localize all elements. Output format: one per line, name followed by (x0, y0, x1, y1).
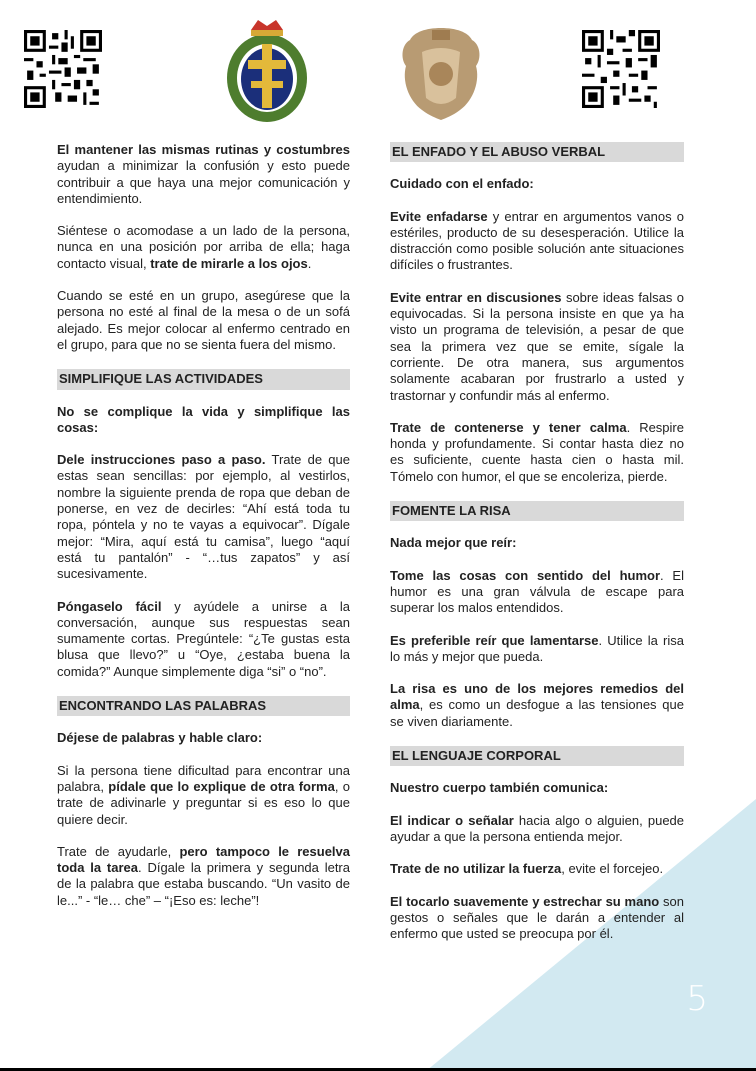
right-column (390, 142, 684, 958)
section-heading: ENCONTRANDO LAS PALABRAS (57, 696, 350, 716)
paragraph (390, 420, 684, 485)
text-run: . Dígale la primera y segunda letra de la palabra que estaba buscando. “Un vasito de le...” - “le… che” – “¡Eso es: leche”! (57, 860, 350, 908)
bold-text: Evite enfadarse (390, 208, 488, 224)
bold-text: Nada mejor que reír: (390, 535, 517, 551)
section-heading: EL LENGUAJE CORPORAL (390, 746, 684, 766)
section-heading: EL ENFADO Y EL ABUSO VERBAL (390, 142, 684, 162)
paragraph (390, 535, 684, 551)
text-run: Si la persona tiene dificultad para encontrar una palabra, (57, 762, 350, 794)
left-column (57, 142, 350, 925)
paragraph (390, 813, 684, 846)
bold-text: Cuidado con el enfado: (390, 176, 534, 192)
bold-text: pídale que lo explique de otra forma (108, 778, 335, 794)
bold-text: Es preferible reír que lamentarse (390, 632, 599, 648)
text-run: Trate de ayudarle, (57, 843, 180, 859)
text-run: sobre ideas falsas o equivocadas. Si la persona insiste en que ya ha visto un programa de televisión, a pesar de que sea la primera vez que se emite, sígale la corriente. De otra manera, sus argumentos solamente acabaran por frustrarlo a usted y trastornar y confundir más al enfermo. (390, 289, 684, 403)
bold-text: No se complique la vida y simplifique las cosas: (57, 403, 350, 435)
text-run: Cuando se esté en un grupo, asegúrese que la persona no esté al final de la mesa o de un sofá alejado. Es mejor colocar al enfermo centrado en el grupo, para que no se sienta fuera del mismo. (57, 288, 350, 352)
text-run: Siéntese o acomodase a un lado de la persona, nunca en una posición por arriba de ella; haga contacto visual, (57, 223, 350, 271)
paragraph (57, 223, 350, 272)
bold-text: trate de mirarle a los ojos (150, 255, 308, 271)
text-run: y ayúdele a unirse a la conversación, aunque sus respuestas sean sumamente cortas. Pregúntele: “¿Te gustas esta blusa que llevo?” u “Oye, ¿estaba buena la comida?” Aunque simplemente diga “si” o “no”. (57, 598, 350, 679)
section-body (57, 404, 350, 680)
paragraph (390, 176, 684, 192)
bold-text: Tome las cosas con sentido del humor (390, 567, 661, 583)
paragraph (57, 763, 350, 828)
paragraph (57, 404, 350, 437)
paragraph (390, 209, 684, 274)
bold-text: Trate de contenerse y tener calma (390, 419, 627, 435)
qr-code-right-icon[interactable] (582, 30, 660, 108)
section-heading: FOMENTE LA RISA (390, 501, 684, 521)
qr-code-left-icon[interactable] (24, 30, 102, 108)
text-run: . (307, 255, 312, 271)
paragraph (390, 894, 684, 943)
paragraph (390, 568, 684, 617)
paragraph (390, 780, 684, 796)
section-body (390, 535, 684, 730)
paragraph (57, 288, 350, 353)
bold-text: Trate de no utilizar la fuerza (390, 861, 562, 877)
bold-text: El indicar o señalar (390, 812, 514, 828)
section-body (57, 730, 350, 909)
section-body (390, 176, 684, 485)
text-run: . El humor es una gran válvula de escape para superar los malos entendidos. (390, 567, 684, 616)
paragraph (57, 599, 350, 680)
paragraph (390, 633, 684, 666)
intro-block (57, 142, 350, 353)
bold-text: Evite entrar en discusiones (390, 289, 562, 305)
paragraph (57, 730, 350, 746)
paragraph (57, 142, 350, 207)
text-run: Trate de que estas sean sencillas: por ejemplo, al vestirlos, nombre la siguiente prenda de ropa que deban de ponerse, en vez de decirles: “Ahí está toda tu ropa, póntela y no te vayas a equivocar”. Dígale mejor: “Mira, aquí está tu camisa”, luego “aquí está tu pantalón” - “…tus zapatos” y así sucesivamente. (57, 452, 350, 582)
text-run: . Respire honda y profundamente. Si contar hasta diez no es suficiente, cuente hasta cien o hasta mil. Tómelo con humor, el que se encoleriza, pierde. (390, 419, 684, 484)
text-run: ayudan a minimizar la confusión y esto puede contribuir a que haya una mejor comunicación y entendimiento. (57, 158, 350, 206)
bold-text: pero tampoco le resuelva toda la tarea (57, 843, 351, 876)
paragraph (57, 452, 350, 582)
bold-text: El tocarlo suavemente y estrechar su mano (390, 893, 660, 909)
bold-text: El mantener las mismas rutinas y costumbres (57, 142, 350, 157)
paragraph (390, 861, 684, 877)
section-heading: SIMPLIFIQUE LAS ACTIVIDADES (57, 369, 350, 389)
paragraph (57, 844, 350, 909)
text-run: , es como un desfogue a las tensiones que se viven diariamente. (390, 697, 684, 729)
text-run: , o trate de adivinarle y preguntar si es eso lo que quiere decir. (57, 778, 350, 827)
section-body (390, 780, 684, 942)
text-run: , evite el forcejeo. (561, 861, 664, 877)
cross-crest-icon (218, 16, 316, 124)
text-run: y entrar en argumentos vanos o estériles, producto de su desesperación. Utilice la distracción como posible solución ante situaciones difíciles o frustrantes. (390, 208, 684, 273)
paragraph (390, 290, 684, 404)
paragraph (390, 681, 684, 730)
text-run: hacia algo o alguien, puede ayudar a que la persona entienda mejor. (390, 812, 685, 844)
page-number: 5 (686, 979, 708, 1019)
bold-text: Dele instrucciones paso a paso. (57, 452, 266, 468)
bold-text: Nuestro cuerpo también comunica: (390, 780, 609, 796)
text-run: . Utilice la risa lo más y mejor que pueda. (390, 632, 684, 664)
bold-text: Déjese de palabras y hable claro: (57, 730, 263, 746)
bold-text: La risa es uno de los mejores remedios del alma (390, 681, 684, 713)
text-run: son gestos o señales que le darán a entender al enfermo que usted se preocupa por él. (390, 893, 685, 942)
bold-text: Póngaselo fácil (57, 598, 162, 614)
coat-of-arms-icon (396, 22, 486, 122)
